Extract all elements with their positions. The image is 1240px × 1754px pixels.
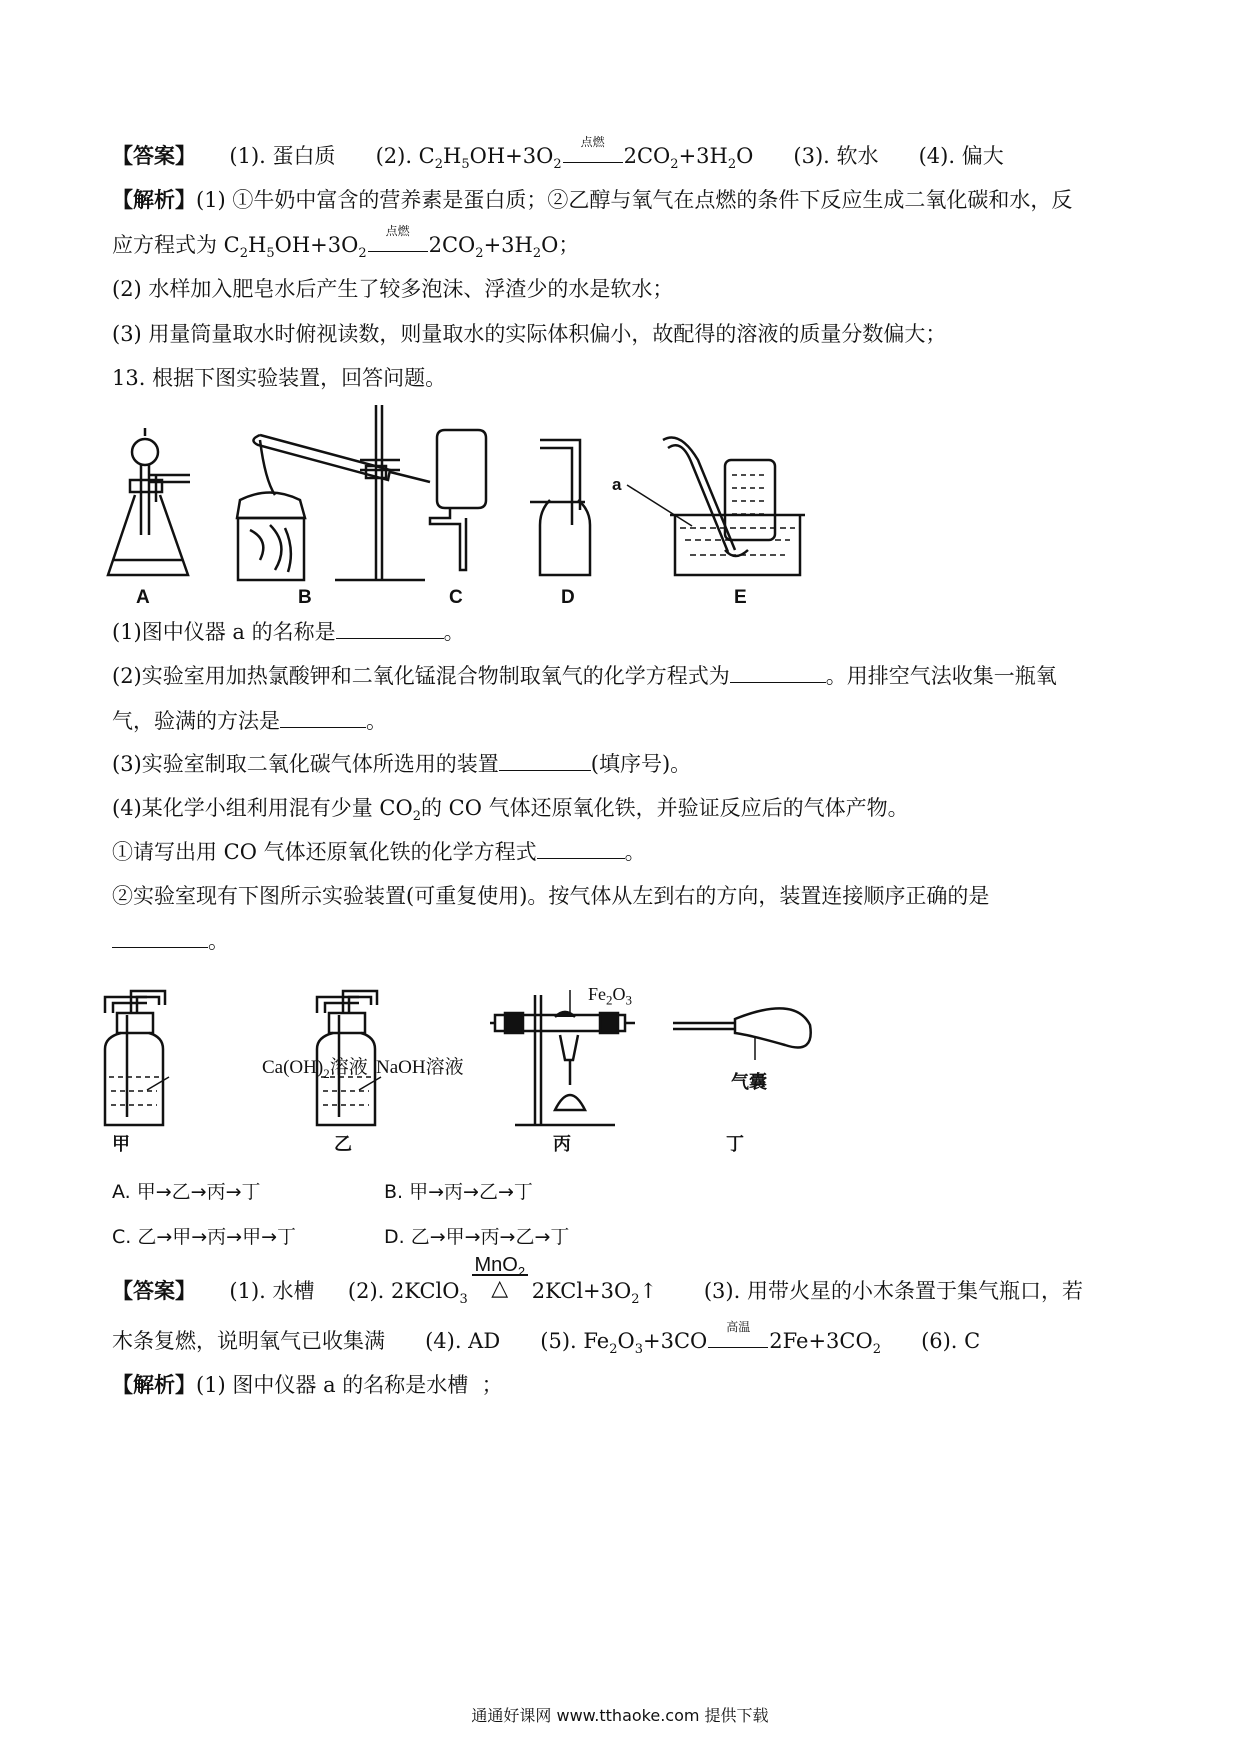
subquestion-3: (3)实验室制取二氧化碳气体所选用的装置 (填序号)。 [112,752,692,776]
answer-blank[interactable] [336,620,444,639]
analysis-12-line-3: (2) 水样加入肥皂水后产生了较多泡沫、浮渣少的水是软水； [112,277,674,301]
answer-blank[interactable] [730,664,826,683]
label-caoh2-solution: $Ca(OH)_2$溶液 [262,1057,368,1081]
analysis-12-line-1: 【解析】(1) ①牛奶中富含的营养素是蛋白质；②乙醇与氧气在点燃的条件下反应生成二氧化碳和水，反 [112,187,1073,212]
figure-label-jia: 甲 [112,1134,130,1155]
apparatus-e-water-trough [627,438,805,576]
answer-part-2: (2). $C_2H_5OH+3O_2$ 点燃 $2CO_2+3H_2O$ [375,135,754,173]
answer-blank[interactable] [499,752,591,771]
answer-blank[interactable] [537,840,625,859]
option-d[interactable]: D. 乙→甲→丙→乙→丁 [384,1226,570,1248]
figure-label-ding: 丁 [726,1134,744,1155]
apparatus-c-inverted-bottle [430,430,486,570]
apparatus-figure-1 [100,400,900,600]
answer-13-line-2: 木条复燃，说明氧气已收集满 (4). AD (5). $Fe_2O_3+3CO$ 高温 $2Fe+3CO_2$ (6). C [112,1320,981,1358]
instrument-a-label: a [612,475,622,494]
page-footer: 通通好课网 www.tthaoke.com 提供下载 [471,1706,769,1725]
subquestion-2-line-1: (2)实验室用加热氯酸钾和二氧化锰混合物制取氧气的化学方程式为 。用排空气法收集一瓶氧 [112,664,1057,688]
subquestion-4-part-1: ①请写出用 CO 气体还原氧化铁的化学方程式 。 [112,840,646,864]
subquestion-1: (1)图中仪器 a 的名称是 。 [112,620,465,644]
analysis-13-line-1: 【解析】(1) 图中仪器 a 的名称是水槽 ； [112,1372,503,1397]
answer-part-4: (4). 偏大 [918,144,1004,168]
answer-blank[interactable] [280,709,366,728]
subquestion-4-part-2-blank-line: 。 [112,927,229,955]
answer-12-line [112,135,1004,173]
apparatus-ding-gas-bag [673,1008,811,1060]
option-a[interactable]: A. 甲→乙→丙→丁 [112,1181,261,1203]
apparatus-jia-wash-bottle [105,991,169,1125]
option-b[interactable]: B. 甲→丙→乙→丁 [384,1181,533,1203]
subquestion-4: (4)某化学小组利用混有少量 $CO_2$的 CO 气体还原氧化铁，并验证反应后的气体产物。 [112,796,909,825]
answer-13-part-1: (1). 水槽 [229,1279,315,1303]
answer-13-part-5: (5). $Fe_2O_3+3CO$ 高温 $2Fe+3CO_2$ [540,1320,881,1358]
question-13-stem: 13. 根据下图实验装置，回答问题。 [112,366,447,390]
apparatus-b-heating-setup [237,405,430,580]
answer-part-1: (1). 蛋白质 [229,144,336,168]
figure-label-b: B [298,587,312,608]
apparatus-a-conical-flask [108,428,190,575]
label-naoh-solution: NaOH溶液 [376,1057,464,1078]
figure-label-bing: 丙 [553,1134,571,1155]
answer-label: 【答案】 [112,143,196,168]
figure-label-a: A [136,587,150,608]
analysis-12-line-2: 应方程式为 $C_2H_5OH+3O_2$ 点燃 $2CO_2+3H_2O$； [112,224,580,262]
analysis-12-line-4: (3) 用量筒量取水时俯视读数，则量取水的实际体积偏小，故配得的溶液的质量分数偏大； [112,322,947,346]
answer-13-part-6: (6). C [921,1329,981,1353]
answer-13-part-2: (2). 2KClO$_3$ MnO$_2$ △ $2KCl+3O_2↑$ [347,1254,658,1308]
label-fe2o3: $Fe_2O_3$ [588,984,632,1008]
subquestion-4-part-2: ②实验室现有下图所示实验装置(可重复使用)。按气体从左到右的方向，装置连接顺序正确的是 [112,884,990,908]
label-gas-bag: 气囊 [731,1072,767,1093]
apparatus-bing-reduction-tube [490,990,635,1125]
answer-13-part-4: (4). AD [425,1329,501,1353]
figure-label-e: E [734,587,747,608]
figure-label-d: D [561,587,575,608]
answer-part-3: (3). 软水 [793,144,879,168]
figure-label-c: C [449,587,463,608]
answer-blank[interactable] [112,929,208,948]
answer-13-line-1: 【答案】 (1). 水槽 (2). 2KClO$_3$ MnO$_2$ △ $2KCl+3O_2↑$ (3). 用带火星的小木条置于集气瓶口，若 [112,1254,1083,1308]
option-c[interactable]: C. 乙→甲→丙→甲→丁 [112,1226,297,1248]
apparatus-d-gas-bottle [530,440,590,575]
figure-label-yi: 乙 [334,1134,352,1155]
subquestion-2-line-2: 气，验满的方法是 。 [112,709,387,733]
answer-13-part-3: (3). 用带火星的小木条置于集气瓶口，若 [703,1279,1083,1303]
